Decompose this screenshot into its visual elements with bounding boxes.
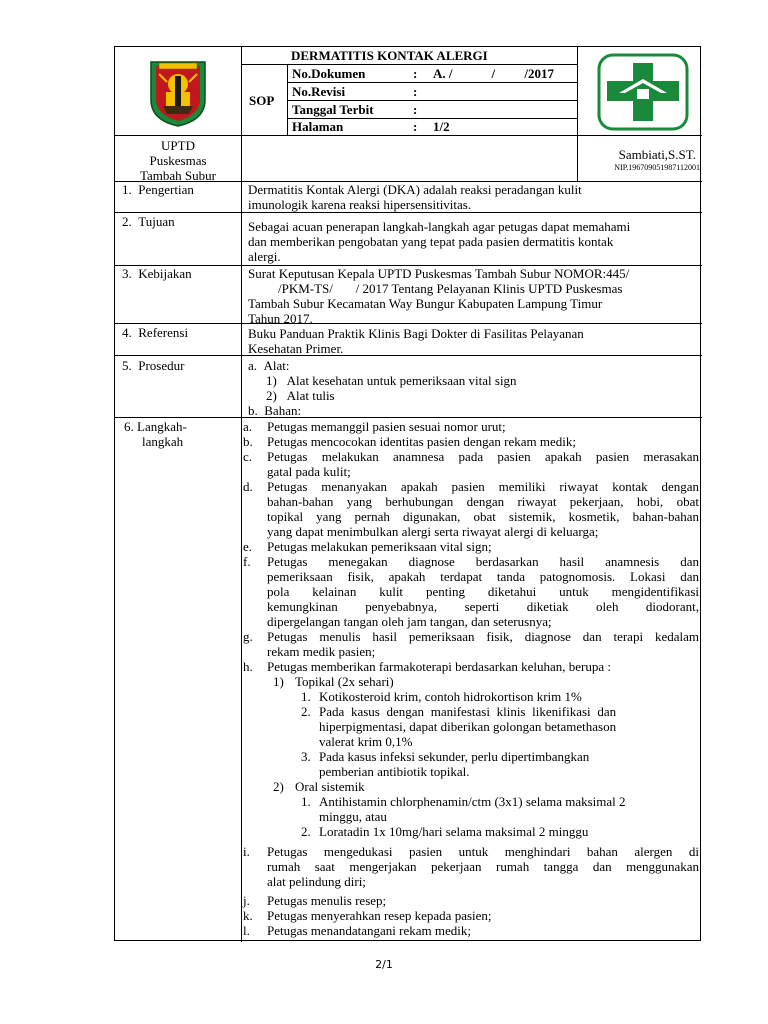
list-item [243,659,699,674]
text-line: Antihistamin chlorphenamin/ctm (3x1) selama maksimal 2 [319,794,626,809]
text-line: Loratadin 1x 10mg/hari selama maksimal 2 minggu [319,824,589,839]
prosedur-list: a. Alat: 1) Alat kesehatan untuk pemeriksaan vital sign 2) Alat tulis b. Bahan: [248,358,517,418]
list-item [243,749,699,779]
puskesmas-cross-logo-icon [597,53,689,131]
section-label-pengertian: 1. Pengertian [122,182,194,197]
text-line: Petugas melakukan anamnesa pada pasien apakah pasien merasakan [267,449,699,464]
divider [115,212,702,213]
list-marker: b. [243,434,253,449]
field-value-no-dokumen: A. / / /2017 [433,66,554,81]
divider [577,47,578,181]
divider [241,64,577,65]
divider [287,100,577,101]
text-line: Petugas menegakan diagnose berdasarkan hasil anamnesis dan [267,554,699,569]
list-marker: 3. [301,749,311,764]
field-label-no-dokumen: No.Dokumen [292,66,366,81]
list-marker: 2) [273,779,284,794]
text-line: Petugas menulis hasil pemeriksaan fisik, diagnose dan terapi kedalam [267,629,699,644]
list-text [267,629,699,659]
list-marker: 2. [301,704,311,719]
org-line: UPTD [161,138,195,153]
org-name [115,138,241,183]
tujuan-text: Sebagai acuan penerapan langkah-langkah agar petugas dapat memahami dan memberikan pengobatan yang tepat pada pasien dermatitis kontak alergi. [248,219,631,264]
text-line: Pada kasus dengan manifestasi klinis likenifikasi dan [319,704,617,719]
list-item [243,923,699,938]
list-item [243,449,699,479]
list-text [267,844,699,889]
section-label-referensi: 4. Referensi [122,325,189,340]
list-marker: h. [243,659,253,674]
divider [241,47,242,181]
section-label-prosedur: 5. Prosedur [122,358,185,373]
signer-nip: NIP.196709051987112001 [614,163,700,172]
list-text [319,749,589,779]
list-item [243,479,699,539]
text-line: Petugas menanyakan apakah pasien memiliki riwayat kontak dengan [267,479,699,494]
list-item [243,539,699,554]
list-text [267,434,699,449]
text-line: kemungkinan penyebabnya, seperti diketiak oleh diodorant, [267,599,699,614]
field-colon: : [413,119,418,134]
list-marker: 1. [301,794,311,809]
list-marker: l. [243,923,250,938]
org-line: Tambah Subur [140,168,216,183]
list-item [243,824,699,839]
text-line: minggu, atau [319,809,387,824]
list-marker: 2. [301,824,311,839]
list-marker: k. [243,908,253,923]
list-marker: f. [243,554,251,569]
list-item [243,908,699,923]
list-item [243,674,699,689]
list-item [243,779,699,794]
text-line: dipergelangan tangan oleh jam tangan, dan seterusnya; [267,614,552,629]
text-line: Petugas menyerahkan resep kepada pasien; [267,908,492,923]
list-marker: c. [243,449,253,464]
divider [115,135,702,136]
list-text: Oral sistemik [295,779,365,794]
document-title: DERMATITIS KONTAK ALERGI [291,48,488,63]
text-line: yang dapat menimbulkan alergi serta riwayat alergi di keluarga; [267,524,599,539]
field-colon: : [413,66,418,81]
divider [241,181,242,942]
langkah-list [243,419,699,938]
field-label-halaman: Halaman [292,119,344,134]
list-text: Topikal (2x sehari) [295,674,394,689]
section-label-langkah: 6. Langkah- langkah [124,419,187,449]
text-line: gatal pada kulit; [267,464,351,479]
sop-document [114,46,701,941]
text-line: alat pelindung diri; [267,874,366,889]
list-marker: i. [243,844,250,859]
signer-name: Sambiati,S.ST. [618,147,696,162]
list-text [267,923,699,938]
list-marker: d. [243,479,253,494]
list-text [267,908,699,923]
text-line: Petugas menulis resep; [267,893,387,908]
list-item [243,629,699,659]
text-line: rumah saat mengerjakan pekerjaan rumah tangga dan menggunakan [267,859,699,874]
list-marker: e. [243,539,253,554]
list-text [319,704,616,749]
list-text [267,449,699,479]
list-text [267,554,699,629]
text-line: valerat krim 0,1% [319,734,413,749]
list-item [243,419,699,434]
kebijakan-text: Surat Keputusan Kepala UPTD Puskesmas Tambah Subur NOMOR:445/ /PKM-TS/ / 2017 Tentang Pelayanan Klinis UPTD Puskesmas Tambah Subur Kecamatan Way Bungur Kabupaten Lampung Timur Tahun 2017. [248,266,630,326]
list-marker: 1) [273,674,284,689]
referensi-text: Buku Panduan Praktik Klinis Bagi Dokter di Fasilitas Pelayanan Kesehatan Primer. [248,326,584,356]
list-item [243,794,699,824]
text-line: Petugas menandatangani rekam medik; [267,923,471,938]
list-marker: g. [243,629,253,644]
divider [287,82,577,83]
list-text [267,659,699,674]
list-text [267,419,699,434]
text-line: Petugas memberikan farmakoterapi berdasarkan keluhan, berupa : [267,659,611,674]
text-line: pemberian antibiotik topikal. [319,764,470,779]
list-item [243,844,699,889]
list-text [319,794,626,824]
field-value-halaman: 1/2 [433,119,450,134]
text-line: pola kelainan kulit penting diketahui untuk mengidentifikasi [267,584,699,599]
text-line: Petugas melakukan pemeriksaan vital sign; [267,539,492,554]
field-label-no-revisi: No.Revisi [292,84,346,99]
list-text [267,479,699,539]
text-line: bahan-bahan yang berhubungan dengan riwayat pekerjaan, hobi, obat [267,494,699,509]
text-line: rekam medik pasien; [267,644,376,659]
sop-label: SOP [249,93,275,108]
text-line: pemeriksaan fisik, apakah terdapat tanda patognomosis. Lokasi dan [267,569,699,584]
pengertian-text: Dermatitis Kontak Alergi (DKA) adalah reaksi peradangan kulit imunologik karena reaksi hipersensitivitas. [248,182,582,212]
list-text [319,689,582,704]
text-line: Petugas memanggil pasien sesuai nomor urut; [267,419,506,434]
list-marker: a. [243,419,253,434]
text-line: hiperpigmentasi, dapat diberikan golongan betamethason [319,719,617,734]
list-text [267,893,699,908]
section-label-tujuan: 2. Tujuan [122,214,175,229]
lampung-timur-emblem-icon [145,54,211,128]
text-line: Kotikosteroid krim, contoh hidrokortison krim 1% [319,689,582,704]
list-marker: j. [243,893,250,908]
text-line: Petugas mencocokan identitas pasien dengan rekam medik; [267,434,577,449]
field-label-tanggal-terbit: Tanggal Terbit [292,102,374,117]
field-colon: : [413,102,418,117]
list-item [243,689,699,704]
list-item [243,554,699,629]
list-marker: 1. [301,689,311,704]
text-line: Pada kasus infeksi sekunder, perlu dipertimbangkan [319,749,590,764]
list-item [243,434,699,449]
list-item [243,893,699,908]
text-line: Petugas mengedukasi pasien untuk menghindari bahan alergen di [267,844,699,859]
list-text [319,824,588,839]
list-text [267,539,699,554]
section-label-kebijakan: 3. Kebijakan [122,266,192,281]
list-item [243,704,699,749]
text-line: topikal yang pernah digunakan, obat sistemik, kosmetik, bahan-bahan [267,509,699,524]
org-line: Puskesmas [149,153,207,168]
page-number: 2/1 [375,958,393,971]
field-colon: : [413,84,418,99]
